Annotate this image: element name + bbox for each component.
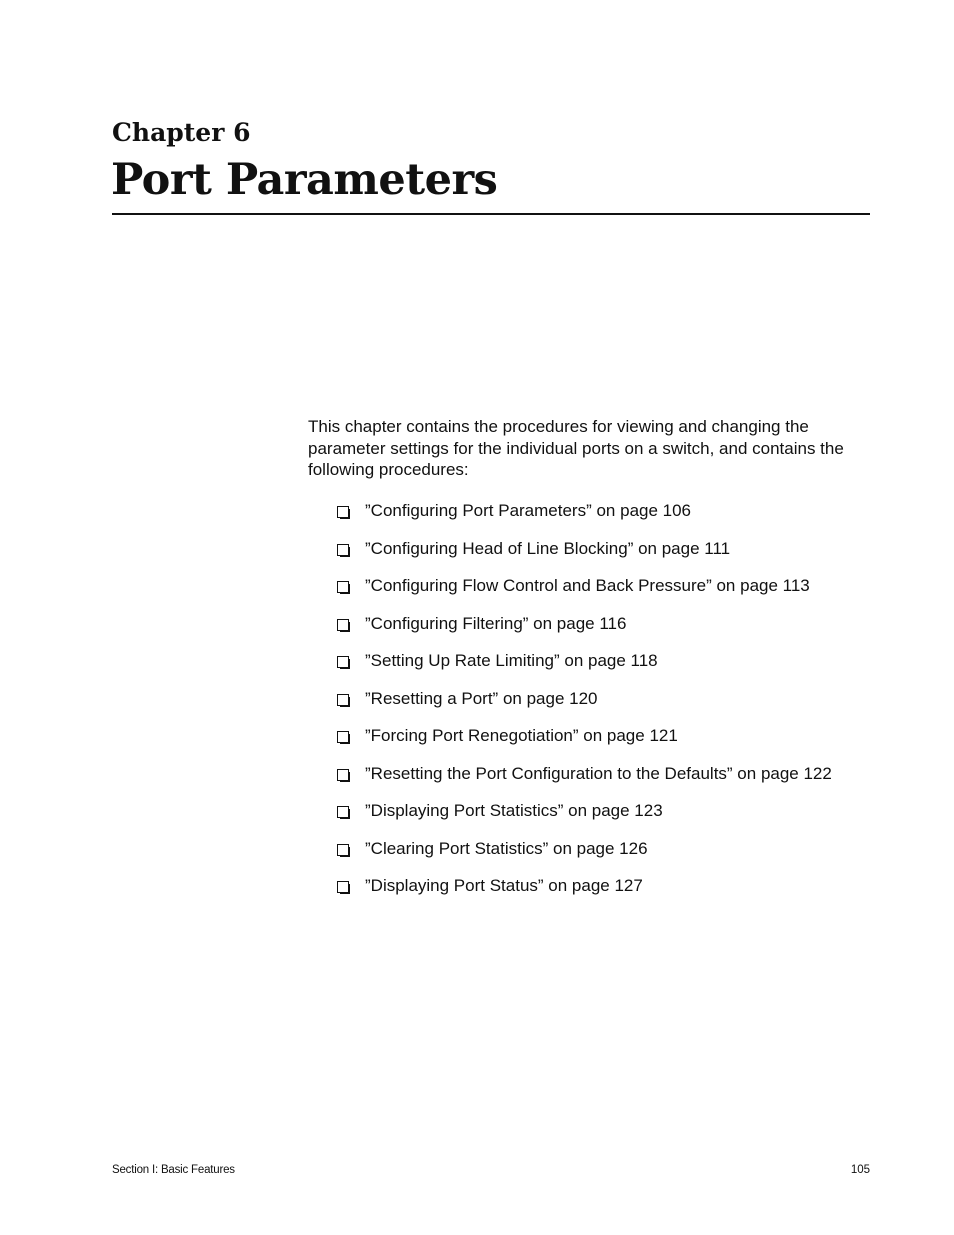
procedure-link[interactable]: ”Configuring Port Parameters” on page 106 <box>365 501 692 520</box>
procedure-link[interactable]: ”Configuring Flow Control and Back Pressure” on page 113 <box>365 576 810 595</box>
procedure-link[interactable]: ”Clearing Port Statistics” on page 126 <box>365 838 648 858</box>
list-item[interactable] <box>337 538 832 576</box>
procedure-list <box>337 500 832 913</box>
checkbox-bullet-icon <box>337 581 349 593</box>
checkbox-bullet-icon <box>337 619 349 631</box>
list-item[interactable] <box>337 838 832 876</box>
list-item[interactable] <box>337 613 832 651</box>
checkbox-bullet-icon <box>337 544 349 556</box>
procedure-link[interactable]: ”Forcing Port Renegotiation” on page 121 <box>365 726 678 745</box>
list-item[interactable] <box>337 688 832 726</box>
chapter-label: Chapter 6 <box>112 118 251 147</box>
footer-section-label: Section I: Basic Features <box>112 1164 235 1176</box>
list-item[interactable] <box>337 725 832 763</box>
intro-paragraph: This chapter contains the procedures for viewing and changing the parameter settings for the individual ports on a switch, and contains the following procedures: <box>308 417 844 479</box>
list-item[interactable] <box>337 575 832 613</box>
procedure-link[interactable]: ”Displaying Port Status” on page 127 <box>365 876 643 895</box>
procedure-link[interactable]: ”Resetting the Port Configuration to the Defaults” on page 122 <box>365 763 832 783</box>
procedure-link[interactable]: ”Resetting a Port” on page 120 <box>365 688 598 708</box>
checkbox-bullet-icon <box>337 731 349 743</box>
checkbox-bullet-icon <box>337 656 349 668</box>
checkbox-bullet-icon <box>337 844 349 856</box>
list-item[interactable] <box>337 650 832 688</box>
checkbox-bullet-icon <box>337 694 349 706</box>
footer-page-number: 105 <box>850 1164 870 1176</box>
list-item[interactable] <box>337 763 832 801</box>
procedure-link[interactable]: ”Displaying Port Statistics” on page 123 <box>365 801 663 820</box>
checkbox-bullet-icon <box>337 881 349 893</box>
list-item[interactable] <box>337 800 832 838</box>
checkbox-bullet-icon <box>337 806 349 818</box>
procedure-link[interactable]: ”Configuring Filtering” on page 116 <box>365 613 627 633</box>
list-item[interactable] <box>337 875 832 913</box>
checkbox-bullet-icon <box>337 769 349 781</box>
checkbox-bullet-icon <box>337 506 349 518</box>
procedure-link[interactable]: ”Setting Up Rate Limiting” on page 118 <box>365 651 658 670</box>
procedure-link[interactable]: ”Configuring Head of Line Blocking” on page 111 <box>365 538 731 558</box>
page-title: Port Parameters <box>111 155 498 205</box>
list-item[interactable] <box>337 500 832 538</box>
title-divider <box>112 213 870 215</box>
